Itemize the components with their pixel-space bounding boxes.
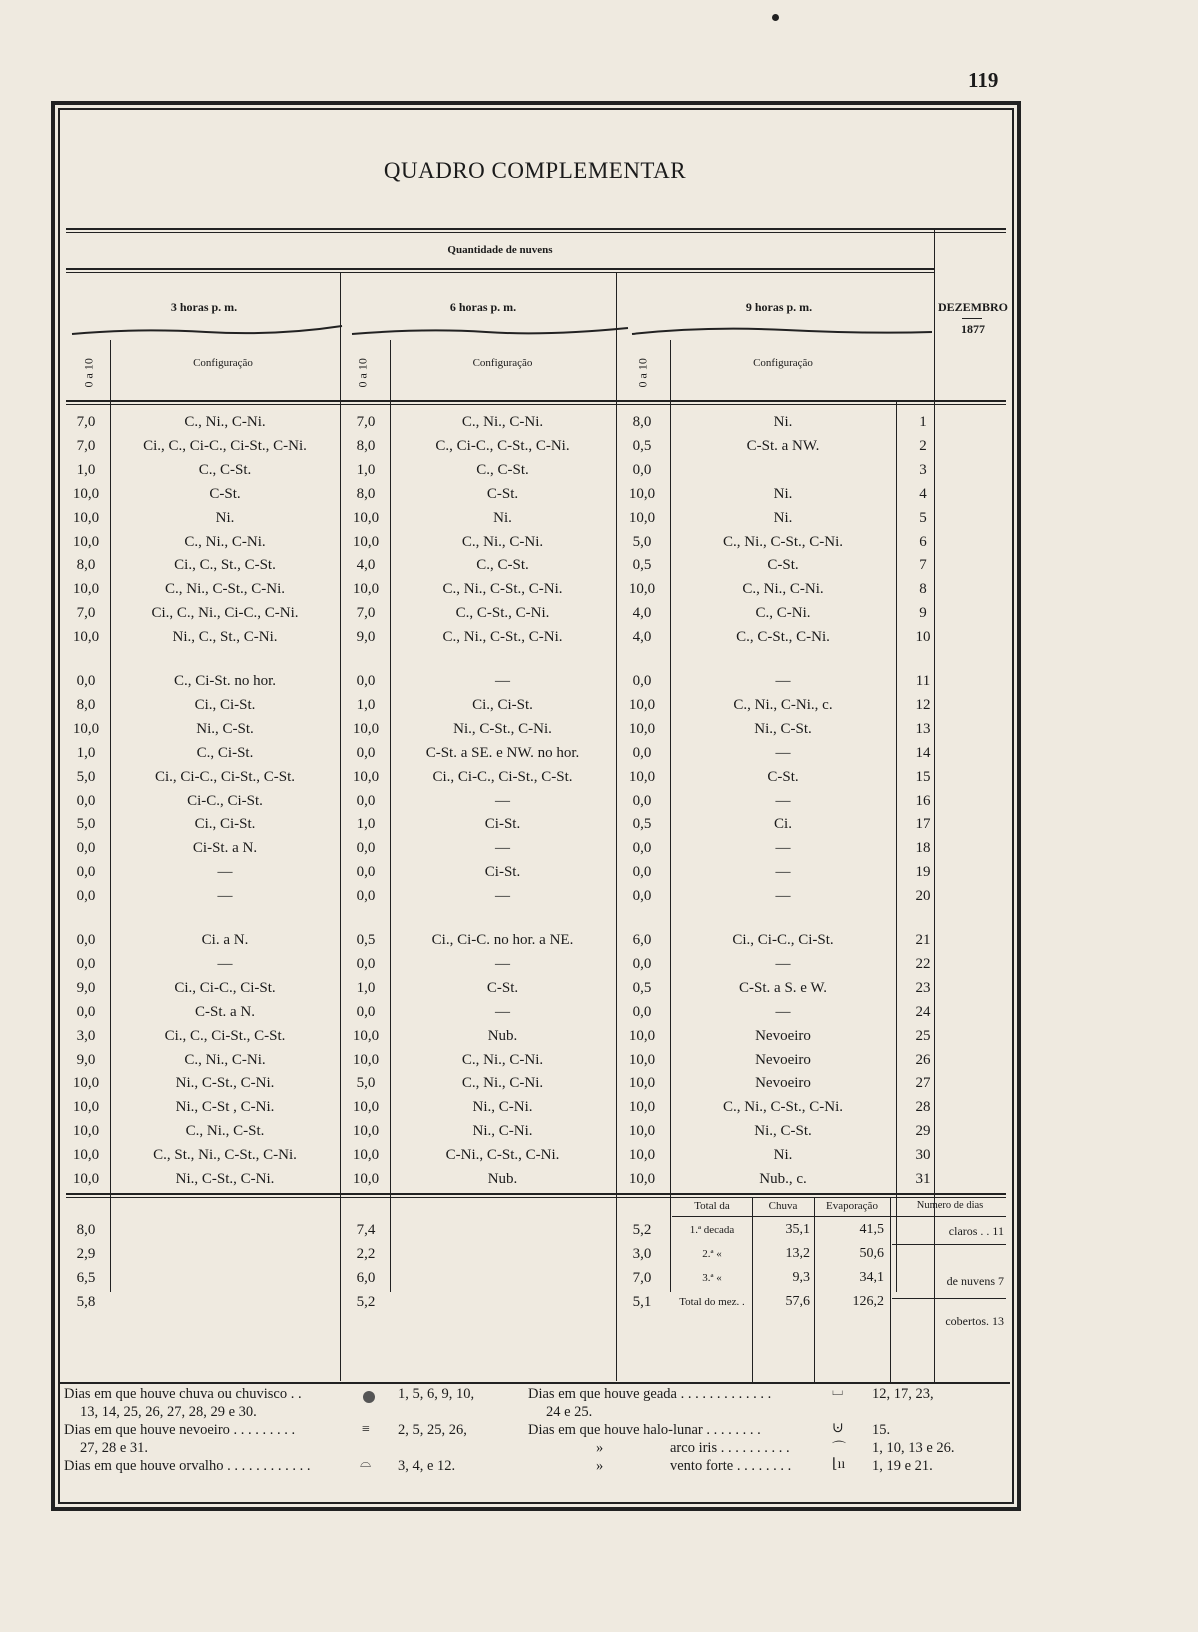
row-5-bc: Ni.	[493, 509, 512, 526]
row-24-b: 0,0	[356, 1003, 376, 1020]
row-2-b: 8,0	[356, 437, 376, 454]
rainbow-icon: ⌒	[832, 1442, 846, 1457]
row-8-cc: C., Ni., C-Ni.	[742, 581, 824, 598]
summary-c-1: 3,0	[632, 1246, 652, 1262]
row-9-a: 7,0	[76, 605, 96, 622]
row-26-ac: C., Ni., C-Ni.	[184, 1051, 266, 1068]
row-24-ac: C-St. a N.	[195, 1003, 255, 1020]
col-6pm: 6 horas p. m.	[449, 300, 517, 314]
summary-total-header: Total da	[694, 1200, 730, 1212]
year: 1877	[961, 322, 985, 336]
row-4-c: 10,0	[628, 485, 656, 502]
row-8-d: 8	[919, 581, 927, 598]
row-28-b: 10,0	[352, 1099, 380, 1116]
dias-nuvens: de nuvens 7	[946, 1274, 1004, 1288]
row-1-a: 7,0	[76, 414, 96, 430]
row-22-ac: —	[217, 955, 233, 972]
dias-cobertos: cobertos. 13	[945, 1314, 1004, 1328]
row-9-cc: C., C-Ni.	[755, 605, 811, 622]
row-19-b: 0,0	[356, 864, 376, 881]
col-9pm: 9 horas p. m.	[745, 300, 813, 314]
row-10-bc: C., Ni., C-St., C-Ni.	[442, 629, 563, 646]
row-23-c: 0,5	[632, 979, 652, 996]
config-label-2: Configuração	[472, 357, 533, 369]
row-31-b: 10,0	[352, 1171, 380, 1187]
summary-label-1: 2.ª «	[702, 1248, 722, 1260]
row-11-c: 0,0	[632, 673, 652, 689]
row-2-d: 2	[919, 437, 927, 454]
row-10-a: 10,0	[72, 629, 100, 646]
scale-label-2: 0 a 10	[355, 358, 370, 388]
row-26-c: 10,0	[628, 1051, 656, 1068]
row-18-c: 0,0	[632, 840, 652, 857]
summary-b-3: 5,2	[356, 1294, 376, 1310]
summary-b-1: 2,2	[356, 1246, 376, 1262]
summary-b-2: 6,0	[356, 1270, 376, 1286]
row-29-d: 29	[915, 1123, 931, 1140]
row-18-bc: —	[495, 840, 510, 857]
row-14-a: 1,0	[76, 744, 96, 761]
row-16-ac: Ci-C., Ci-St.	[187, 792, 263, 809]
row-22-c: 0,0	[632, 955, 652, 972]
fn-chuva-days-1: 1, 5, 6, 9, 10,	[398, 1386, 475, 1402]
row-29-c: 10,0	[628, 1123, 656, 1140]
row-31-cc: Nub., c.	[759, 1171, 807, 1187]
row-15-a: 5,0	[76, 768, 96, 785]
row-8-a: 10,0	[72, 581, 100, 598]
row-2-a: 7,0	[76, 437, 96, 454]
row-26-d: 26	[915, 1051, 931, 1068]
row-6-d: 6	[919, 533, 927, 550]
row-23-a: 9,0	[76, 979, 96, 996]
row-16-a: 0,0	[76, 792, 96, 809]
fn-arco-label: arco iris . . . . . . . . . .	[670, 1440, 790, 1456]
row-30-bc: C-Ni., C-St., C-Ni.	[445, 1147, 560, 1164]
row-13-d: 13	[915, 720, 931, 737]
summary-c-0: 5,2	[632, 1222, 652, 1238]
row-9-b: 7,0	[356, 605, 376, 622]
row-7-bc: C., C-St.	[476, 557, 529, 574]
row-5-cc: Ni.	[773, 509, 793, 526]
fog-icon: ≡	[362, 1422, 370, 1437]
summary-evap-3: 126,2	[852, 1294, 884, 1309]
row-25-c: 10,0	[628, 1027, 656, 1044]
row-3-a: 1,0	[76, 461, 96, 478]
config-label-3: Configuração	[753, 357, 813, 369]
dias-claros: claros . . 11	[948, 1224, 1004, 1238]
row-26-a: 9,0	[76, 1051, 96, 1068]
row-10-d: 10	[915, 629, 931, 646]
row-17-c: 0,5	[632, 816, 652, 833]
row-1-d: 1	[919, 414, 927, 430]
row-16-cc: —	[775, 792, 791, 809]
row-22-cc: —	[775, 955, 791, 972]
row-7-a: 8,0	[76, 557, 96, 574]
row-4-a: 10,0	[72, 485, 100, 502]
ink-dot	[772, 14, 779, 21]
row-30-cc: Ni.	[773, 1147, 793, 1164]
row-22-a: 0,0	[76, 955, 96, 972]
frost-icon: ⌴	[832, 1384, 844, 1399]
row-12-cc: C., Ni., C-Ni., c.	[733, 696, 833, 713]
row-20-bc: —	[495, 888, 510, 905]
row-3-bc: C., C-St.	[476, 461, 529, 478]
row-11-ac: C., Ci-St. no hor.	[173, 673, 277, 689]
row-4-ac: C-St.	[209, 485, 241, 502]
row-5-b: 10,0	[352, 509, 380, 526]
row-27-b: 5,0	[356, 1075, 376, 1092]
row-21-c: 6,0	[632, 932, 652, 948]
summary-dias-header: Numero de dias	[916, 1200, 984, 1211]
row-3-ac: C., C-St.	[198, 461, 252, 478]
summary-evap-0: 41,5	[859, 1222, 884, 1237]
row-9-bc: C., C-St., C-Ni.	[455, 605, 550, 622]
row-28-cc: C., Ni., C-St., C-Ni.	[722, 1099, 843, 1116]
row-20-a: 0,0	[76, 888, 96, 905]
row-4-cc: Ni.	[773, 485, 793, 502]
row-17-bc: Ci-St.	[484, 816, 521, 833]
row-18-a: 0,0	[76, 840, 96, 857]
row-4-b: 8,0	[356, 485, 376, 502]
row-7-c: 0,5	[632, 557, 652, 574]
row-15-d: 15	[915, 768, 931, 785]
row-29-cc: Ni., C-St.	[754, 1123, 812, 1140]
row-4-d: 4	[919, 485, 927, 502]
row-6-cc: C., Ni., C-St., C-Ni.	[722, 533, 843, 550]
row-24-a: 0,0	[76, 1003, 96, 1020]
row-11-b: 0,0	[356, 673, 376, 689]
row-27-d: 27	[915, 1075, 931, 1092]
summary-chuva-2: 9,3	[792, 1270, 810, 1285]
row-6-b: 10,0	[352, 533, 380, 550]
row-7-d: 7	[919, 557, 927, 574]
fn-halo-days: 15.	[872, 1422, 891, 1438]
row-2-ac: Ci., C., Ci-C., Ci-St., C-Ni.	[143, 437, 307, 454]
row-31-c: 10,0	[628, 1171, 656, 1187]
row-1-ac: C., Ni., C-Ni.	[184, 414, 266, 430]
summary-a-2: 6,5	[76, 1270, 96, 1286]
row-21-bc: Ci., Ci-C. no hor. a NE.	[431, 932, 574, 948]
summary-a-3: 5,8	[76, 1294, 96, 1310]
row-26-cc: Nevoeiro	[755, 1051, 811, 1068]
row-4-bc: C-St.	[486, 485, 519, 502]
row-17-cc: Ci.	[774, 816, 792, 833]
row-6-c: 5,0	[632, 533, 652, 550]
row-12-bc: Ci., Ci-St.	[472, 696, 533, 713]
row-8-c: 10,0	[628, 581, 656, 598]
row-2-cc: C-St. a NW.	[746, 437, 820, 454]
summary-label-3: Total do mez. .	[679, 1296, 745, 1308]
row-8-bc: C., Ni., C-St., C-Ni.	[442, 581, 563, 598]
row-12-b: 1,0	[356, 696, 376, 713]
row-17-d: 17	[915, 816, 931, 833]
row-25-cc: Nevoeiro	[755, 1027, 811, 1044]
row-16-bc: —	[495, 792, 510, 809]
row-6-a: 10,0	[72, 533, 100, 550]
row-12-a: 8,0	[76, 696, 96, 713]
fn-vento-days: 1, 19 e 21.	[872, 1458, 933, 1474]
row-19-d: 19	[915, 864, 931, 881]
row-23-ac: Ci., Ci-C., Ci-St.	[174, 979, 276, 996]
row-8-b: 10,0	[352, 581, 380, 598]
row-17-a: 5,0	[76, 816, 96, 833]
row-25-ac: Ci., C., Ci-St., C-St.	[164, 1027, 286, 1044]
row-15-bc: Ci., Ci-C., Ci-St., C-St.	[432, 768, 573, 785]
row-21-cc: Ci., Ci-C., Ci-St.	[732, 932, 834, 948]
row-17-ac: Ci., Ci-St.	[194, 816, 256, 833]
row-22-d: 22	[915, 955, 931, 972]
row-27-cc: Nevoeiro	[755, 1075, 811, 1092]
row-18-b: 0,0	[356, 840, 376, 857]
row-7-cc: C-St.	[767, 557, 799, 574]
row-14-c: 0,0	[632, 744, 652, 761]
row-23-d: 23	[915, 979, 931, 996]
row-28-c: 10,0	[628, 1099, 656, 1116]
wind-icon: ⌊ıı	[832, 1457, 846, 1472]
row-13-c: 10,0	[628, 720, 656, 737]
row-20-b: 0,0	[356, 888, 376, 905]
row-19-c: 0,0	[632, 864, 652, 881]
halo-icon: ⊍	[832, 1421, 844, 1436]
row-28-d: 28	[915, 1099, 931, 1116]
row-12-d: 12	[915, 696, 931, 713]
row-12-ac: Ci., Ci-St.	[194, 696, 256, 713]
row-11-bc: —	[495, 673, 510, 689]
row-15-cc: C-St.	[767, 768, 799, 785]
row-10-b: 9,0	[356, 629, 376, 646]
group-title: Quantidade de nuvens	[447, 244, 553, 256]
row-5-a: 10,0	[72, 509, 100, 526]
row-23-cc: C-St. a S. e W.	[739, 979, 827, 996]
row-8-ac: C., Ni., C-St., C-Ni.	[164, 581, 285, 598]
row-21-b: 0,5	[356, 932, 376, 948]
row-25-bc: Nub.	[487, 1027, 518, 1044]
row-21-a: 0,0	[76, 932, 96, 948]
row-31-d: 31	[915, 1171, 931, 1187]
row-30-b: 10,0	[352, 1147, 380, 1164]
fn-nevoeiro-label: Dias em que houve nevoeiro . . . . . . . . .	[64, 1422, 296, 1438]
row-31-ac: Ni., C-St., C-Ni.	[175, 1171, 275, 1187]
row-20-cc: —	[775, 888, 791, 905]
row-13-b: 10,0	[352, 720, 380, 737]
row-19-ac: —	[217, 864, 233, 881]
summary-a-0: 8,0	[76, 1222, 96, 1238]
fn-geada-label: Dias em que houve geada . . . . . . . . . . . . .	[528, 1386, 772, 1402]
row-22-bc: —	[495, 955, 510, 972]
row-23-bc: C-St.	[486, 979, 519, 996]
fn-nevoeiro-days-2: 27, 28 e 31.	[80, 1440, 149, 1456]
row-19-a: 0,0	[76, 864, 96, 881]
row-29-ac: C., Ni., C-St.	[185, 1123, 265, 1140]
row-26-b: 10,0	[352, 1051, 380, 1068]
row-29-bc: Ni., C-Ni.	[472, 1123, 533, 1140]
row-20-c: 0,0	[632, 888, 652, 905]
row-6-ac: C., Ni., C-Ni.	[184, 533, 266, 550]
row-7-b: 4,0	[356, 557, 376, 574]
row-17-b: 1,0	[356, 816, 376, 833]
row-20-d: 20	[915, 888, 931, 905]
fn-vento-label: vento forte . . . . . . . .	[670, 1458, 792, 1474]
row-24-d: 24	[915, 1003, 931, 1020]
row-23-b: 1,0	[356, 979, 376, 996]
row-13-cc: Ni., C-St.	[754, 720, 812, 737]
row-21-ac: Ci. a N.	[201, 932, 249, 948]
summary-c-2: 7,0	[632, 1270, 652, 1286]
row-20-ac: —	[217, 888, 233, 905]
row-2-c: 0,5	[632, 437, 652, 454]
row-7-ac: Ci., C., St., C-St.	[174, 557, 276, 574]
scale-label-3: 0 a 10	[635, 358, 650, 388]
row-27-ac: Ni., C-St., C-Ni.	[175, 1075, 275, 1092]
row-30-c: 10,0	[628, 1147, 656, 1164]
row-25-d: 25	[915, 1027, 931, 1044]
row-24-c: 0,0	[632, 1003, 652, 1020]
row-30-d: 30	[915, 1147, 931, 1164]
row-13-a: 10,0	[72, 720, 100, 737]
row-13-ac: Ni., C-St.	[196, 720, 254, 737]
row-5-d: 5	[919, 509, 927, 526]
summary-evap-1: 50,6	[859, 1246, 884, 1261]
summary-label-2: 3.ª «	[702, 1272, 722, 1284]
row-13-bc: Ni., C-St., C-Ni.	[453, 720, 552, 737]
row-22-b: 0,0	[356, 955, 376, 972]
row-16-c: 0,0	[632, 792, 652, 809]
row-18-d: 18	[915, 840, 931, 857]
row-6-bc: C., Ni., C-Ni.	[461, 533, 544, 550]
page-title: QUADRO COMPLEMENTAR	[383, 158, 687, 183]
row-24-bc: —	[495, 1003, 510, 1020]
summary-chuva-1: 13,2	[785, 1246, 810, 1261]
row-29-a: 10,0	[72, 1123, 100, 1140]
summary-chuva-3: 57,6	[785, 1294, 810, 1309]
row-28-ac: Ni., C-St , C-Ni.	[175, 1099, 275, 1116]
row-30-a: 10,0	[72, 1147, 100, 1164]
row-14-d: 14	[915, 744, 931, 761]
row-10-cc: C., C-St., C-Ni.	[736, 629, 830, 646]
row-14-ac: C., Ci-St.	[196, 744, 254, 761]
row-12-c: 10,0	[628, 696, 656, 713]
dew-icon: ⌓	[360, 1456, 372, 1471]
row-21-d: 21	[915, 932, 931, 948]
row-16-d: 16	[915, 792, 931, 809]
row-9-ac: Ci., C., Ni., Ci-C., C-Ni.	[151, 605, 299, 622]
row-11-d: 11	[915, 673, 931, 689]
row-14-b: 0,0	[356, 744, 376, 761]
row-10-c: 4,0	[632, 629, 652, 646]
table-frame	[58, 108, 1014, 1504]
summary-evap-2: 34,1	[859, 1270, 884, 1285]
row-1-b: 7,0	[356, 414, 376, 430]
fn-orvalho-days: 3, 4, e 12.	[398, 1458, 456, 1474]
fn-arco-days: 1, 10, 13 e 26.	[872, 1440, 955, 1456]
row-27-a: 10,0	[72, 1075, 100, 1092]
row-3-c: 0,0	[632, 461, 652, 478]
row-28-bc: Ni., C-Ni.	[472, 1099, 533, 1116]
row-31-a: 10,0	[72, 1171, 100, 1187]
scale-label-1: 0 a 10	[81, 358, 96, 388]
row-1-bc: C., Ni., C-Ni.	[461, 414, 544, 430]
fn-chuva-days-2: 13, 14, 25, 26, 27, 28, 29 e 30.	[80, 1404, 257, 1420]
row-2-bc: C., Ci-C., C-St., C-Ni.	[435, 437, 570, 454]
fn-geada-days-1: 12, 17, 23,	[872, 1386, 934, 1402]
fn-nevoeiro-days-1: 2, 5, 25, 26,	[398, 1422, 467, 1438]
row-9-d: 9	[919, 605, 927, 622]
row-3-d: 3	[919, 461, 927, 478]
row-5-c: 10,0	[628, 509, 656, 526]
summary-chuva-header: Chuva	[768, 1200, 798, 1212]
row-27-c: 10,0	[628, 1075, 656, 1092]
summary-evap-header: Evaporação	[826, 1200, 878, 1212]
row-26-bc: C., Ni., C-Ni.	[461, 1051, 544, 1068]
row-15-b: 10,0	[352, 768, 380, 785]
row-15-ac: Ci., Ci-C., Ci-St., C-St.	[154, 768, 296, 785]
row-29-b: 10,0	[352, 1123, 380, 1140]
row-25-a: 3,0	[76, 1027, 96, 1044]
row-31-bc: Nub.	[487, 1171, 518, 1187]
row-9-c: 4,0	[632, 605, 652, 622]
fn-ditto-2: »	[596, 1458, 604, 1474]
row-19-cc: —	[775, 864, 791, 881]
rain-icon	[362, 1390, 376, 1404]
row-3-b: 1,0	[356, 461, 376, 478]
row-24-cc: —	[775, 1003, 791, 1020]
summary-label-0: 1.ª decada	[689, 1224, 735, 1236]
row-16-b: 0,0	[356, 792, 376, 809]
month: DEZEMBRO	[937, 300, 1008, 314]
fn-ditto-1: »	[596, 1440, 604, 1456]
row-18-cc: —	[775, 840, 791, 857]
row-1-cc: Ni.	[773, 414, 793, 430]
header-braces	[66, 316, 936, 340]
col-3pm: 3 horas p. m.	[170, 300, 238, 314]
fn-halo-label: Dias em que houve halo-lunar . . . . . . . .	[528, 1422, 761, 1438]
row-14-cc: —	[775, 744, 791, 761]
summary-a-1: 2,9	[76, 1246, 96, 1262]
config-label-1: Configuração	[193, 357, 253, 369]
row-18-ac: Ci-St. a N.	[192, 840, 258, 857]
row-10-ac: Ni., C., St., C-Ni.	[172, 629, 278, 646]
row-11-a: 0,0	[76, 673, 96, 689]
summary-b-0: 7,4	[356, 1222, 376, 1238]
fn-chuva-label: Dias em que houve chuva ou chuvisco . .	[64, 1386, 302, 1402]
row-27-bc: C., Ni., C-Ni.	[461, 1075, 544, 1092]
row-19-bc: Ci-St.	[484, 864, 521, 881]
row-1-c: 8,0	[632, 414, 652, 430]
row-25-b: 10,0	[352, 1027, 380, 1044]
summary-chuva-0: 35,1	[785, 1222, 810, 1237]
fn-geada-days-2: 24 e 25.	[546, 1404, 593, 1420]
row-15-c: 10,0	[628, 768, 656, 785]
summary-c-3: 5,1	[632, 1294, 652, 1310]
row-28-a: 10,0	[72, 1099, 100, 1116]
row-30-ac: C., St., Ni., C-St., C-Ni.	[153, 1147, 297, 1164]
row-5-ac: Ni.	[215, 509, 235, 526]
fn-orvalho-label: Dias em que houve orvalho . . . . . . . . . . . .	[64, 1458, 311, 1474]
page-number: 119	[968, 68, 999, 92]
row-11-cc: —	[775, 673, 791, 689]
row-14-bc: C-St. a SE. e NW. no hor.	[425, 744, 580, 761]
